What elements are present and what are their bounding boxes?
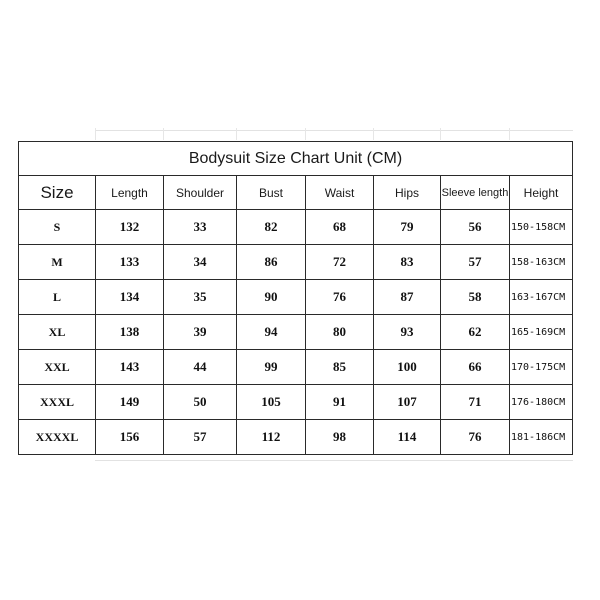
height-cell: 181-186CM: [510, 420, 573, 455]
waist-cell: 98: [306, 420, 374, 455]
size-cell: S: [19, 210, 96, 245]
sleeve-length-cell: 62: [441, 315, 510, 350]
size-cell: M: [19, 245, 96, 280]
size-cell: XXXL: [19, 385, 96, 420]
size-cell: XL: [19, 315, 96, 350]
column-header-length: Length: [96, 176, 164, 210]
waist-cell: 91: [306, 385, 374, 420]
table-row: [19, 385, 573, 420]
hips-cell: 87: [374, 280, 441, 315]
header-row: [19, 176, 573, 210]
column-header-hips: Hips: [374, 176, 441, 210]
height-cell: 150-158CM: [510, 210, 573, 245]
ghost-gridline: [236, 128, 237, 140]
waist-cell: 80: [306, 315, 374, 350]
bust-cell: 94: [237, 315, 306, 350]
shoulder-cell: 57: [164, 420, 237, 455]
ghost-gridline: [95, 128, 96, 140]
table-row: [19, 210, 573, 245]
hips-cell: 114: [374, 420, 441, 455]
chart-title: Bodysuit Size Chart Unit (CM): [19, 142, 573, 176]
bust-cell: 99: [237, 350, 306, 385]
table-row: [19, 350, 573, 385]
column-header-waist: Waist: [306, 176, 374, 210]
waist-cell: 72: [306, 245, 374, 280]
height-cell: 176-180CM: [510, 385, 573, 420]
length-cell: 143: [96, 350, 164, 385]
size-cell: XXL: [19, 350, 96, 385]
length-cell: 156: [96, 420, 164, 455]
height-cell: 158-163CM: [510, 245, 573, 280]
shoulder-cell: 33: [164, 210, 237, 245]
column-header-size: Size: [19, 176, 96, 210]
size-cell: L: [19, 280, 96, 315]
ghost-gridline: [95, 130, 573, 131]
sleeve-length-cell: 66: [441, 350, 510, 385]
height-cell: 170-175CM: [510, 350, 573, 385]
sleeve-length-cell: 56: [441, 210, 510, 245]
table-row: [19, 420, 573, 455]
shoulder-cell: 44: [164, 350, 237, 385]
table-row: [19, 280, 573, 315]
length-cell: 134: [96, 280, 164, 315]
hips-cell: 79: [374, 210, 441, 245]
waist-cell: 68: [306, 210, 374, 245]
hips-cell: 93: [374, 315, 441, 350]
column-header-height: Height: [510, 176, 573, 210]
sleeve-length-cell: 58: [441, 280, 510, 315]
length-cell: 133: [96, 245, 164, 280]
hips-cell: 83: [374, 245, 441, 280]
shoulder-cell: 35: [164, 280, 237, 315]
table-row: [19, 245, 573, 280]
shoulder-cell: 34: [164, 245, 237, 280]
hips-cell: 107: [374, 385, 441, 420]
size-cell: XXXXL: [19, 420, 96, 455]
height-cell: 165-169CM: [510, 315, 573, 350]
length-cell: 138: [96, 315, 164, 350]
bust-cell: 105: [237, 385, 306, 420]
size-chart-table: [18, 141, 573, 455]
column-header-sleeve-length: Sleeve length: [441, 176, 510, 210]
length-cell: 132: [96, 210, 164, 245]
bust-cell: 90: [237, 280, 306, 315]
ghost-gridline: [163, 128, 164, 140]
height-cell: 163-167CM: [510, 280, 573, 315]
bust-cell: 82: [237, 210, 306, 245]
ghost-gridline: [305, 128, 306, 140]
shoulder-cell: 39: [164, 315, 237, 350]
ghost-gridline: [440, 128, 441, 140]
shoulder-cell: 50: [164, 385, 237, 420]
hips-cell: 100: [374, 350, 441, 385]
ghost-gridline: [509, 128, 510, 140]
length-cell: 149: [96, 385, 164, 420]
waist-cell: 76: [306, 280, 374, 315]
waist-cell: 85: [306, 350, 374, 385]
table-row: [19, 315, 573, 350]
bust-cell: 112: [237, 420, 306, 455]
ghost-gridline: [95, 460, 573, 461]
bust-cell: 86: [237, 245, 306, 280]
column-header-bust: Bust: [237, 176, 306, 210]
sleeve-length-cell: 71: [441, 385, 510, 420]
ghost-gridline: [373, 128, 374, 140]
column-header-shoulder: Shoulder: [164, 176, 237, 210]
sleeve-length-cell: 76: [441, 420, 510, 455]
sleeve-length-cell: 57: [441, 245, 510, 280]
